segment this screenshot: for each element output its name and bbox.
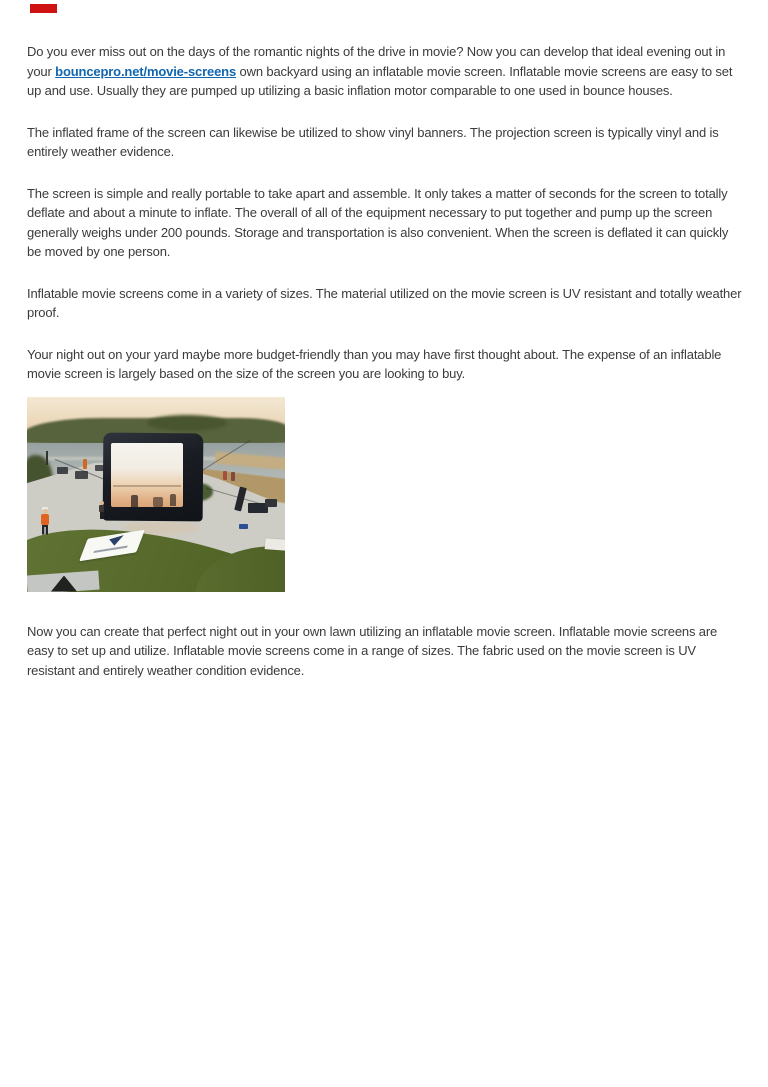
bouncepro-movie-screens-link[interactable]: bouncepro.net/movie-screens	[55, 63, 237, 79]
triangle-flag-logo-icon	[107, 535, 124, 548]
inflatable-movie-screen-photo	[27, 397, 285, 592]
paragraph-1-text-after-link: own backyard using an inflatable movie screen. Inflatable movie screens are easy to set up and use. Usually they are pumped up utilizing a basic inflation motor comparable to one used in bounce houses.	[27, 63, 733, 98]
photo-silhouette-3	[170, 494, 176, 506]
photo-silhouette-1	[131, 495, 138, 507]
photo-blue-bag	[239, 524, 248, 529]
paragraph-2: The inflated frame of the screen can likewise be utilized to show vinyl banners. The projection screen is typically vinyl and is entirely weather evidence.	[27, 124, 719, 159]
photo-screen-reflection-line	[113, 485, 181, 487]
paragraph-4: Inflatable movie screens come in a variety of sizes. The material utilized on the movie screen is UV resistant and totally weather proof.	[27, 285, 742, 320]
paragraph-3: The screen is simple and really portable to take apart and assemble. It only takes a matter of seconds for the screen to totally deflate and about a minute to inflate. The overall of all of the equipment necessary to put together and pump up the screen generally weighs under 200 pounds. Storage and transportation is also convenient. When the screen is deflated it can quickly be moved by one person.	[27, 185, 729, 259]
photo-person-legs	[42, 525, 48, 535]
photo-lamp-post	[46, 451, 48, 465]
photo-white-marker-on-grass	[265, 538, 285, 551]
photo-worker-legs	[100, 512, 104, 519]
paragraph-1	[27, 42, 743, 101]
photo-silhouette-2	[153, 497, 163, 507]
photo-orange-pole	[83, 459, 87, 469]
paragraph-6: Now you can create that perfect night out in your own lawn utilizing an inflatable movie screen. Inflatable movie screens are easy to set up and utilize. Inflatable movie screens come in a range of sizes. The fabric used on the movie screen is UV resistant and entirely weather condition evidence.	[27, 623, 718, 678]
photo-person-orange-shirt	[39, 507, 51, 539]
photo-patio-furniture-2	[75, 471, 88, 479]
article-body	[27, 42, 743, 702]
photo-tree-clump	[147, 415, 227, 431]
photo-patio-furniture-1	[57, 467, 68, 474]
photo-distant-person-2	[231, 472, 235, 481]
photo-worker-body	[99, 505, 104, 512]
photo-distant-person-1	[223, 471, 227, 480]
photo-worker-head	[100, 501, 104, 505]
photo-person-head	[43, 509, 48, 514]
photo-person-torso	[41, 514, 49, 525]
photo-equipment-case-2	[265, 499, 277, 507]
photo-worker-near-screen	[99, 501, 105, 519]
paragraph-5: Your night out on your yard maybe more budget-friendly than you may have first thought about. The expense of an inflatable movie screen is largely based on the size of the screen you are looking to buy.	[27, 346, 722, 381]
paragraph-1-text-before-link: Do you ever miss out on the days of the romantic nights of the drive in movie? Now you can develop that ideal evening out in your	[27, 44, 726, 79]
top-left-red-marker	[30, 4, 57, 13]
